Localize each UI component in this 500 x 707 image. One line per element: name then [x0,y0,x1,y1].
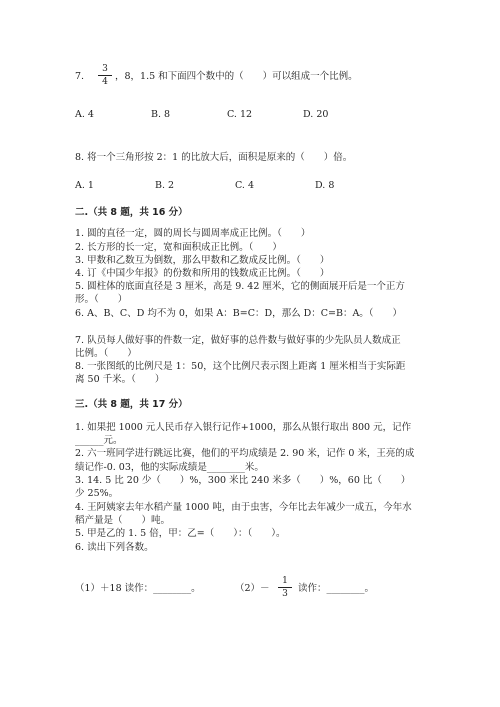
section2-line: 6. A、B、C、D 均不为 0，如果 A：B=C：D，那么 D：C=B：A。（ ） [75,308,403,319]
section3-line: 5. 甲是乙的 1. 5 倍，甲：乙=（ ）：（ ）。 [75,528,286,539]
q7-option-a: A. 4 [75,109,94,120]
q7-option-c: C. 12 [227,109,253,120]
section2-line: 5. 圆柱体的底面直径是 3 厘米，高是 9. 42 厘米，它的侧面展开后是一个正方 [75,281,405,292]
read-item-1: （1）＋18 读作：________。 [75,583,201,594]
section3-line: 3. 14. 5 比 20 少（ ）%，300 米比 240 米多（ ）%，60 比（ ） [75,475,411,486]
q7-fraction-denominator: 4 [102,77,108,87]
read-item-2-fraction-denominator: 3 [282,589,288,599]
section3-line: 1. 如果把 1000 元人民币存入银行记作+1000，那么从银行取出 800 元，记作 [75,422,412,433]
section2-line: 4. 订《中国少年报》的份数和所用的钱数成正比例。（ ） [75,268,330,279]
section3-title: 三.（共 8 题，共 17 分） [75,399,188,410]
read-item-2-fraction-numerator: 1 [282,576,288,586]
read-item-2-suffix: 读作：________。 [298,583,375,594]
section2-line: 离 50 千米。（ ） [75,374,165,385]
fraction-bar [98,75,112,76]
read-item-2-prefix: （2）－ [235,583,270,594]
section2-line: 3. 甲数和乙数互为倒数，那么甲数和乙数成反比例。（ ） [75,255,330,266]
section3-line: 稻产量是（ ）吨。 [75,515,171,526]
section2-line: 7. 队员每人做好事的件数一定，做好事的总件数与做好事的少先队员人数成正 [75,335,401,346]
section3-line: 少 25%。 [75,488,119,499]
section2-line: 8. 一张图纸的比例尺是 1：50，这个比例尺表示图上距离 1 厘米相当于实际距 [75,361,406,372]
section2-line: 形。（ ） [75,294,128,305]
q7-option-d: D. 20 [303,109,329,120]
q7-option-b: B. 8 [151,109,171,120]
q8-option-d: D. 8 [315,180,335,191]
section3-line: 2. 六一班同学进行跳远比赛，他们的平均成绩是 2. 90 米，记作 0 米，王亮的成 [75,448,415,459]
q8-text: 8. 将一个三角形按 2：1 的比放大后，面积是原来的（ ）倍。 [75,152,353,163]
section3-line: 绩记作-0. 03，他的实际成绩是________米。 [75,462,264,473]
section2-title: 二.（共 8 题，共 16 分） [75,207,188,218]
section3-line: 6. 读出下列各数。 [75,542,154,553]
q7-number: 7. [75,71,85,82]
q8-option-b: B. 2 [155,180,175,191]
section2-line: 比例。（ ） [75,348,137,359]
q8-option-a: A. 1 [75,180,94,191]
section2-line: 2. 长方形的长一定，宽和面积成正比例。（ ） [75,242,282,253]
section3-line: ______元。 [75,435,123,446]
section3-line: 4. 王阿姨家去年水稻产量 1000 吨，由于虫害，今年比去年减少一成五，今年水 [75,502,412,513]
q7-fraction-numerator: 3 [102,64,108,74]
q8-option-c: C. 4 [235,180,255,191]
section2-line: 1. 圆的直径一定，圆的周长与圆周率成正比例。（ ） [75,228,311,239]
read-item-2-fraction [278,576,292,599]
q7-text: ，8，1.5 和下面四个数中的（ ）可以组成一个比例。 [115,71,358,82]
fraction-bar [278,587,292,588]
q7-fraction [98,64,112,87]
